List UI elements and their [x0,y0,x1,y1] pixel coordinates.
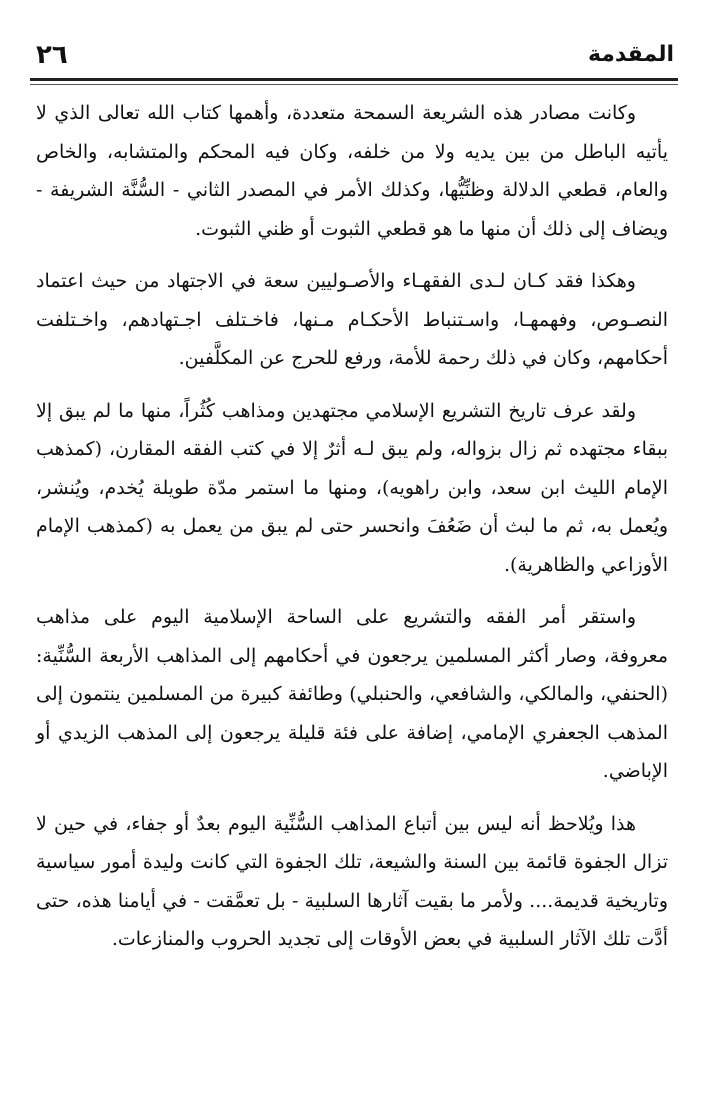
running-title: المقدمة [587,42,674,67]
paragraph: ولقد عرف تاريخ التشريع الإسلامي مجتهدين ومذاهب كُثُراً، منها ما لم يبق إلا ببقاء مجتهده ثم زال بزواله، ولم يبق لـه أثرٌ إلا في كتب الفقه المقارن، (كمذهب الإمام الليث ابن سعد، وابن راهويه)، ومنها ما استمر مدّة طويلة يُخدم، ويُنشر، ويُعمل به، ثم ما لبث أن ضَعُفَ وانحسر حتى لم يبق من يعمل به (كمذهب الإمام الأوزاعي والظاهرية). [36,399,668,576]
paragraph: وكانت مصادر هذه الشريعة السمحة متعددة، وأهمها كتاب الله تعالى الذي لا يأتيه الباطل من بين يديه ولا من خلفه، وكان فيه المحكم والمتشابه، والخاص والعام، قطعي الدلالة وظنِّيُّها، وكذلك الأمر في المصدر الثاني - السُّنَّة الشريفة - ويضاف إلى ذلك أن منها ما هو قطعي الثبوت أو ظني الثبوت. [36,102,668,240]
page-number: ٢٦ [36,40,68,70]
header-divider-thin [30,84,678,85]
body-text [36,94,668,973]
paragraph: واستقر أمر الفقه والتشريع على الساحة الإسلامية اليوم على مذاهب معروفة، وصار أكثر المسلمين يرجعون في أحكامهم إلى المذاهب الأربعة السُّنِّية: (الحنفي، والمالكي، والشافعي، والحنبلي) وطائفة كبيرة من المسلمين ينتمون إلى المذهب الجعفري الإمامي، إضافة على فئة قليلة يرجعون إلى المذهب الزيدي أو الإباضي. [36,606,668,782]
paragraph: هذا ويُلاحظ أنه ليس بين أتباع المذاهب السُّنِّية اليوم بعدٌ أو جفاء، في حين لا تزال الجفوة قائمة بين السنة والشيعة، تلك الجفوة التي كانت وليدة أمور سياسية وتاريخية قديمة.... ولأمر ما بقيت آثارها السلبية - بل تعمَّقت - في أيامنا هذه، حتى أدَّت تلك الآثار السلبية في بعض الأوقات إلى تجديد الحروب والمنازعات. [36,812,668,950]
page-header [30,38,678,74]
header-divider [30,78,678,81]
paragraph: وهكذا فقد كـان لـدى الفقهـاء والأصـوليين سعة في الاجتهاد من حيث اعتماد النصـوص، وفهمهـا، واسـتنباط الأحكـام مـنها، فاخـتلف اجـتهادهم، واخـتلفت أحكامهم، وكان في ذلك رحمة للأمة، ورفع للحرج عن المكلَّفين. [36,270,668,369]
